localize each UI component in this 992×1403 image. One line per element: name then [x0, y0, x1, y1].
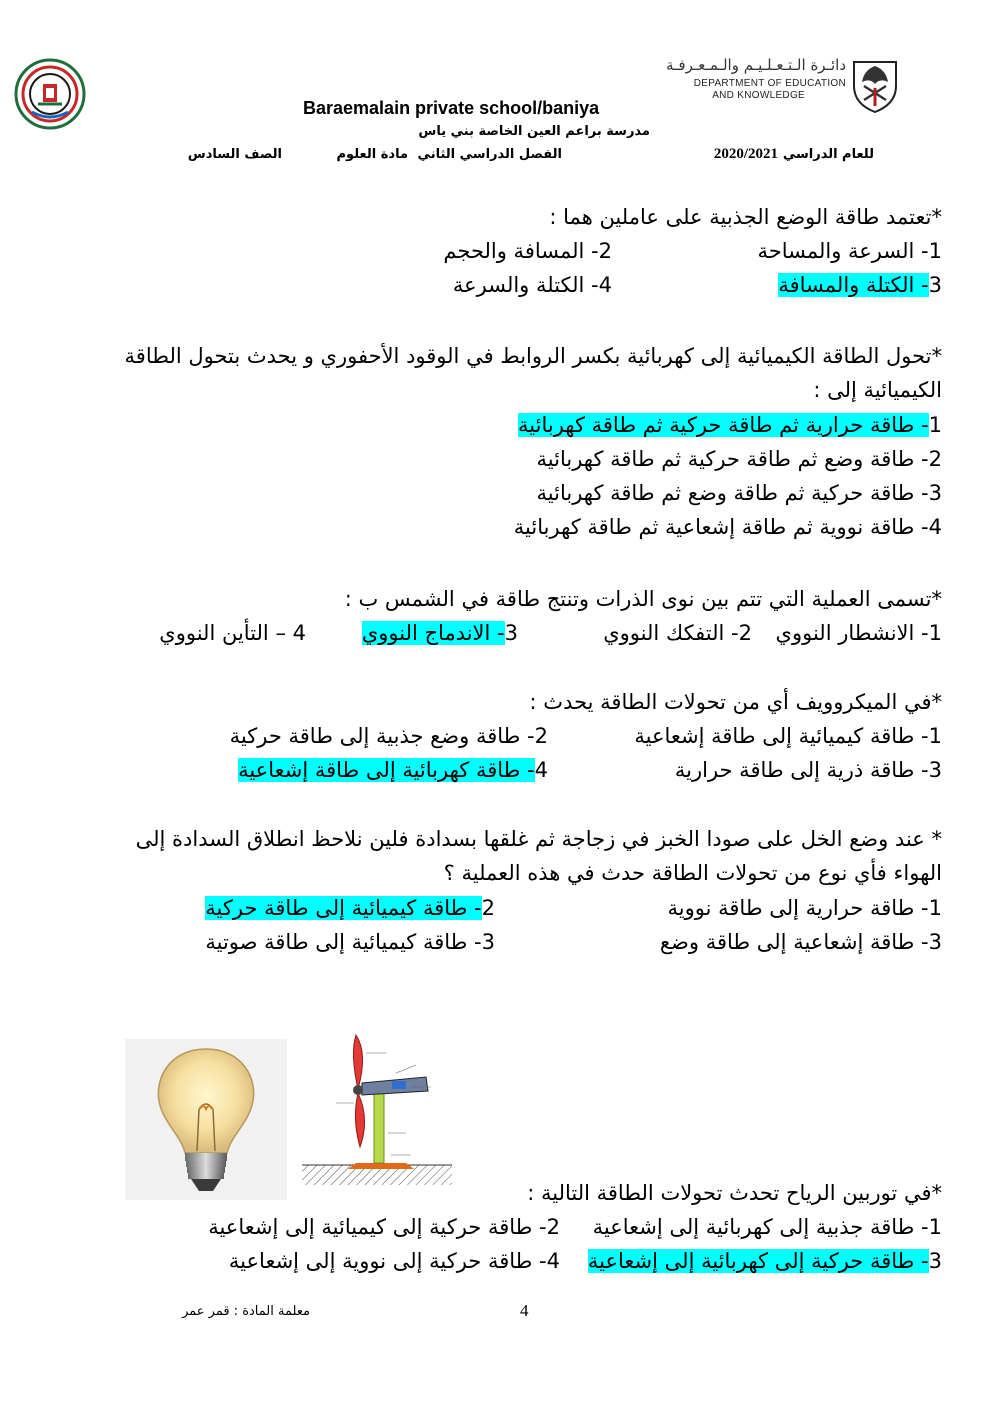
option-number: 3 — [504, 621, 518, 645]
question-1-stem: *تعتمد طاقة الوضع الجذبية على عاملين هما : — [549, 205, 942, 229]
header-info-row — [0, 147, 992, 167]
question-2-stem-line-1: *تحول الطاقة الكيميائية إلى كهربائية بكسر الروابط في الوقود الأحفوري و يحدث بتحول الطاقة — [124, 344, 942, 368]
question-6-option-2: 2- طاقة حركية إلى كيميائية إلى إشعاعية — [208, 1215, 560, 1239]
correct-answer-highlight: - طاقة حرارية ثم طاقة حركية ثم طاقة كهربائية — [518, 413, 929, 437]
question-5-option-1: 1- طاقة حرارية إلى طاقة نووية — [667, 896, 942, 920]
question-6-stem: *في توربين الرياح تحدث تحولات الطاقة التالية : — [527, 1181, 942, 1205]
question-4-option-1: 1- طاقة كيميائية إلى طاقة إشعاعية — [634, 724, 942, 748]
academic-year: 2020/2021 — [713, 146, 778, 162]
question-6-option-3 — [588, 1245, 942, 1278]
wind-turbine-diagram — [296, 1033, 461, 1188]
question-4-stem: *في الميكروويف أي من تحولات الطاقة يحدث : — [529, 690, 942, 714]
question-5-stem-line-1: * عند وضع الخل على صودا الخبز في زجاجة ثم غلقها بسدادة فلين نلاحظ انطلاق السدادة إلى — [135, 827, 942, 851]
question-5-option-2 — [205, 892, 495, 925]
department-logo — [640, 56, 900, 116]
school-name-en: Baraemalain private school/baniya — [303, 98, 600, 118]
question-3-option-4: 4 – التأين النووي — [159, 621, 306, 645]
question-2-option-3: 3- طاقة حركية ثم طاقة وضع ثم طاقة كهربائية — [536, 481, 942, 505]
question-2-option-2: 2- طاقة وضع ثم طاقة حركية ثم طاقة كهربائية — [536, 447, 942, 471]
question-4-option-4 — [238, 754, 548, 787]
question-3-option-2: 2- التفكك النووي — [603, 621, 752, 645]
correct-answer-highlight: - الاندماج النووي — [361, 621, 505, 645]
option-number: 2 — [481, 896, 495, 920]
term: الفصل الدراسي الثاني — [417, 147, 562, 162]
school-logo-icon — [14, 58, 86, 130]
option-number: 4 — [534, 758, 548, 782]
department-emblem-icon — [850, 56, 900, 114]
department-name-en-1: DEPARTMENT OF EDUCATION — [693, 78, 846, 89]
question-1-option-1: 1- السرعة والمساحة — [757, 239, 942, 263]
page-number: 4 — [520, 1301, 529, 1320]
question-2-option-1 — [518, 409, 942, 442]
question-4-option-2: 2- طاقة وضع جذبية إلى طاقة حركية — [229, 724, 548, 748]
question-2-stem-line-2: الكيميائية إلى : — [813, 378, 942, 402]
question-6-option-4: 4- طاقة حركية إلى نووية إلى إشعاعية — [228, 1249, 560, 1273]
question-3-stem: *تسمى العملية التي تتم بين نوى الذرات وتنتج طاقة في الشمس ب : — [344, 587, 942, 611]
question-2-option-4: 4- طاقة نووية ثم طاقة إشعاعية ثم طاقة كهربائية — [513, 515, 942, 539]
question-4-option-3: 3- طاقة ذرية إلى طاقة حرارية — [674, 758, 942, 782]
question-1-option-2: 2- المسافة والحجم — [443, 239, 612, 263]
department-name-en-2: AND KNOWLEDGE — [712, 90, 805, 101]
question-5-option-3: 3- طاقة إشعاعية إلى طاقة وضع — [659, 930, 942, 954]
question-1-option-4: 4- الكتلة والسرعة — [452, 273, 612, 297]
teacher-name: معلمة المادة : قمر عمر — [182, 1304, 310, 1319]
option-number: 3 — [928, 273, 942, 297]
question-5-stem-line-2: الهواء فأي نوع من تحولات الطاقة حدث في هذه العملية ؟ — [443, 861, 942, 885]
correct-answer-highlight: - طاقة كيميائية إلى طاقة حركية — [205, 896, 482, 920]
correct-answer-highlight: - طاقة كهربائية إلى طاقة إشعاعية — [238, 758, 535, 782]
option-number: 1 — [928, 413, 942, 437]
light-bulb-image — [125, 1039, 287, 1200]
question-6-option-1: 1- طاقة جذبية إلى كهربائية إلى إشعاعية — [592, 1215, 942, 1239]
question-1-option-3 — [778, 269, 942, 302]
correct-answer-highlight: - الكتلة والمسافة — [778, 273, 929, 297]
subject: مادة العلوم — [336, 147, 408, 162]
option-number: 3 — [928, 1249, 942, 1273]
question-5-option-4: 3- طاقة كيميائية إلى طاقة صوتية — [205, 930, 495, 954]
question-3-option-3 — [362, 617, 518, 650]
question-3-option-1: 1- الانشطار النووي — [775, 621, 942, 645]
correct-answer-highlight: - طاقة حركية إلى كهربائية إلى إشعاعية — [587, 1249, 929, 1273]
year-label: للعام الدراسي — [782, 147, 874, 162]
grade: الصف السادس — [187, 147, 282, 162]
school-name-ar: مدرسة براعم العين الخاصة بني ياس — [418, 124, 650, 139]
department-name-ar: دائـرة الـتـعـلـيـم والـمـعـرفـة — [666, 56, 846, 74]
